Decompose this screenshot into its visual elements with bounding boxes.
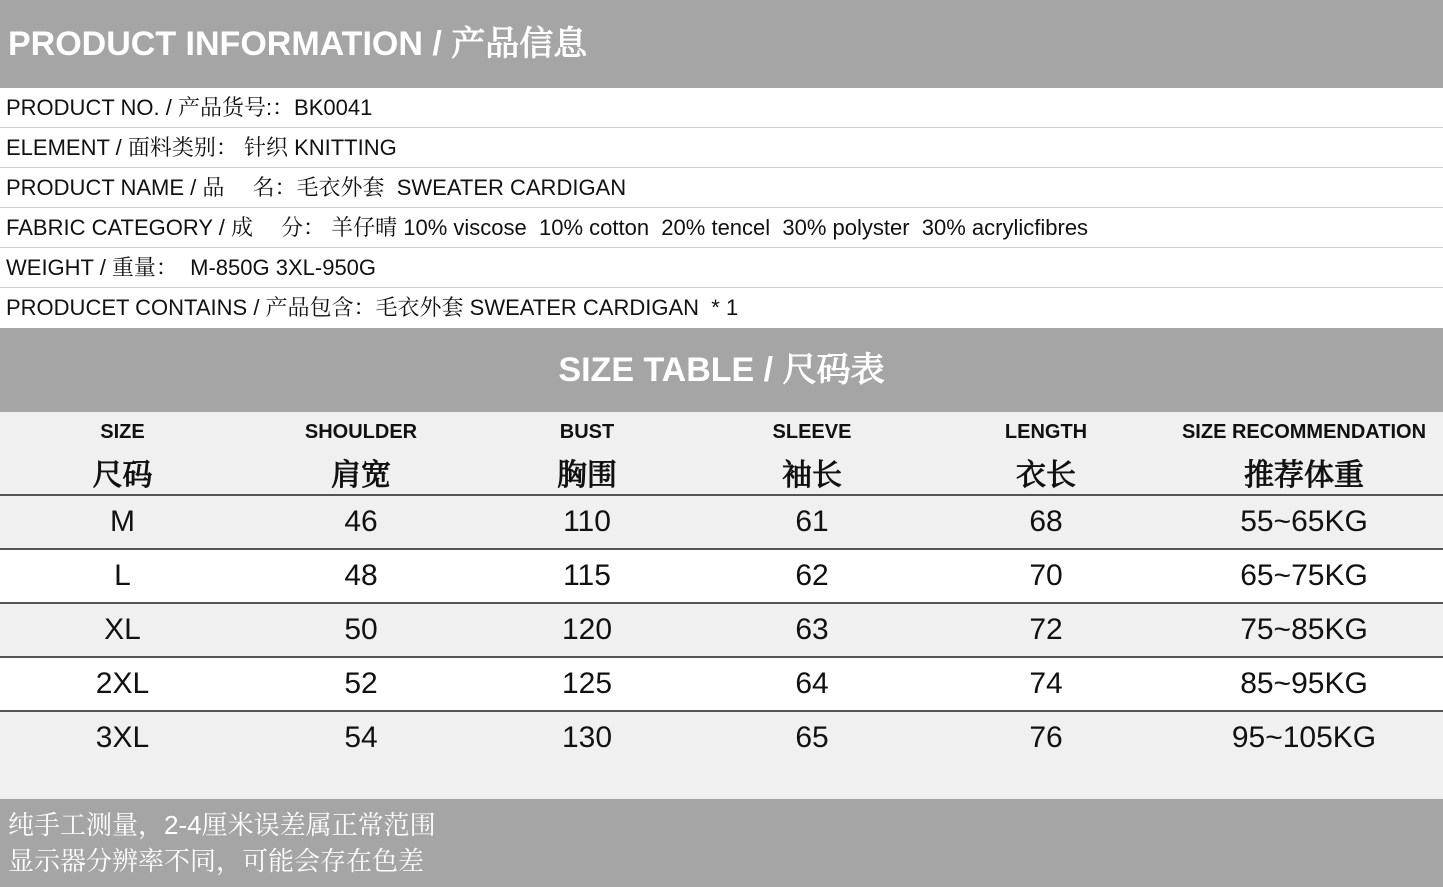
cell-weight: 85~95KG	[1165, 657, 1443, 711]
cell-size: L	[0, 549, 245, 603]
size-table-header: SIZE TABLE / 尺码表	[0, 328, 1443, 412]
column-header-cn: 袖长	[782, 458, 842, 493]
cell-length: 76	[927, 711, 1165, 765]
cell-sleeve: 65	[697, 711, 927, 765]
note-measurement-error: 纯手工测量，2-4厘米误差属正常范围	[8, 810, 436, 840]
cell-bust: 125	[477, 657, 697, 711]
cell-length: 72	[927, 603, 1165, 657]
column-header-sleeve	[697, 412, 927, 495]
cell-sleeve: 62	[697, 549, 927, 603]
info-product-contains: PRODUCET CONTAINS / 产品包含：毛衣外套 SWEATER CARDIGAN * 1	[6, 295, 739, 320]
column-header-cn: 尺码	[92, 458, 153, 493]
cell-sleeve: 63	[697, 603, 927, 657]
info-weight: WEIGHT / 重量： M-850G 3XL-950G	[0, 248, 1443, 288]
measurement-notes	[0, 799, 1443, 887]
column-header-en: BUST	[559, 421, 615, 443]
column-header-cn: 衣长	[1016, 458, 1076, 493]
cell-weight: 65~75KG	[1165, 549, 1443, 603]
column-header-cn: 肩宽	[331, 458, 391, 493]
cell-weight: 75~85KG	[1165, 603, 1443, 657]
column-header-length	[927, 412, 1165, 495]
cell-sleeve: 61	[697, 495, 927, 549]
size-table-head-row	[0, 412, 1443, 495]
product-info-list	[0, 88, 1443, 328]
cell-bust: 110	[477, 495, 697, 549]
table-row	[0, 549, 1443, 603]
info-fabric-category: FABRIC CATEGORY / 成 分： 羊仔晴 10% viscose 10% cotton 20% tencel 30% polyster 30% acrylicfibres	[0, 208, 1443, 248]
cell-size: 3XL	[0, 711, 245, 765]
cell-size: M	[0, 495, 245, 549]
size-table	[0, 412, 1443, 766]
cell-shoulder: 52	[245, 657, 477, 711]
table-row	[0, 603, 1443, 657]
cell-size: 2XL	[0, 657, 245, 711]
table-spacer	[0, 759, 1443, 799]
cell-bust: 115	[477, 549, 697, 603]
info-product-name: PRODUCT NAME / 品 名：毛衣外套 SWEATER CARDIGAN	[0, 168, 1443, 208]
table-row	[0, 657, 1443, 711]
column-header-shoulder	[245, 412, 477, 495]
column-header-cn: 胸围	[557, 458, 617, 493]
cell-weight: 95~105KG	[1165, 711, 1443, 765]
column-header-en: SHOULDER	[304, 421, 418, 443]
cell-shoulder: 46	[245, 495, 477, 549]
cell-shoulder: 48	[245, 549, 477, 603]
cell-sleeve: 64	[697, 657, 927, 711]
column-header-en: SIZE RECOMMENDATION	[1181, 421, 1427, 443]
cell-length: 68	[927, 495, 1165, 549]
cell-shoulder: 50	[245, 603, 477, 657]
cell-length: 74	[927, 657, 1165, 711]
column-header-en: SIZE	[100, 421, 145, 443]
table-row	[0, 711, 1443, 765]
cell-shoulder: 54	[245, 711, 477, 765]
column-header-en: LENGTH	[1004, 421, 1088, 443]
column-header-en: SLEEVE	[772, 421, 852, 443]
cell-bust: 130	[477, 711, 697, 765]
table-row	[0, 495, 1443, 549]
info-element: ELEMENT / 面料类别： 针织 KNITTING	[0, 128, 1443, 168]
column-header-cn: 推荐体重	[1244, 458, 1364, 493]
cell-length: 70	[927, 549, 1165, 603]
note-color-difference: 显示器分辨率不同，可能会存在色差	[8, 846, 425, 876]
info-product-no: PRODUCT NO. / 产品货号:：BK0041	[0, 88, 1443, 128]
cell-weight: 55~65KG	[1165, 495, 1443, 549]
column-header-size	[0, 412, 245, 495]
cell-size: XL	[0, 603, 245, 657]
column-header-size-recommendation	[1165, 412, 1443, 495]
cell-bust: 120	[477, 603, 697, 657]
product-information-header: PRODUCT INFORMATION / 产品信息	[0, 0, 1443, 88]
column-header-bust	[477, 412, 697, 495]
